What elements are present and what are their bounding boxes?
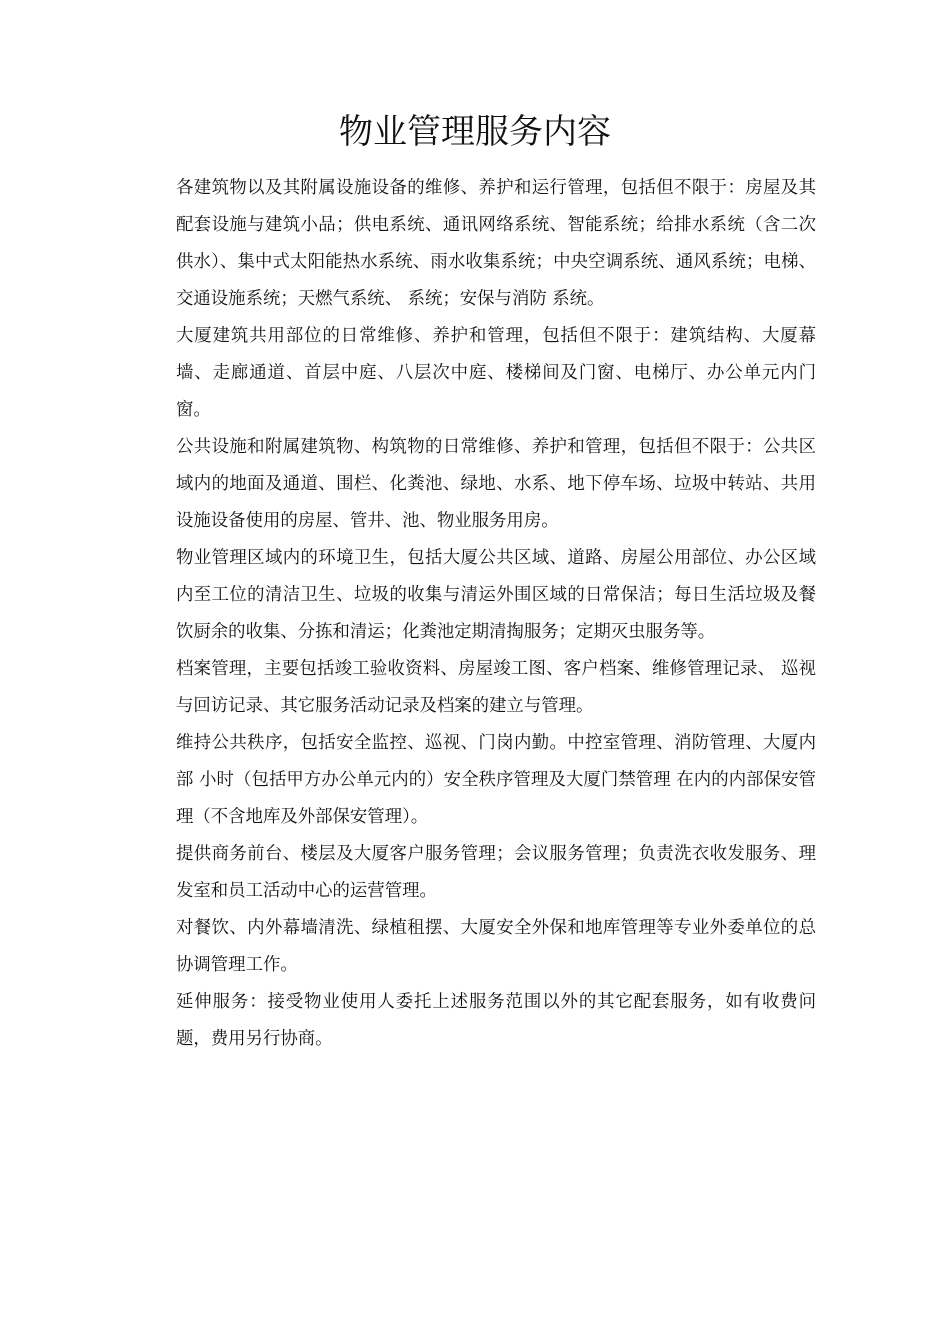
- paragraph-public-facilities: 公共设施和附属建筑物、构筑物的日常维修、养护和管理，包括但不限于：公共区域内的地面及通道、围栏、化粪池、绿地、水系、地下停车场、垃圾中转站、共用设施设备使用的房屋、管井、池、物业服务用房。: [176, 437, 816, 531]
- paragraph-sanitation: 物业管理区域内的环境卫生，包括大厦公共区域、道路、房屋公用部位、办公区域内至工位的清洁卫生、垃圾的收集与清运外围区域的日常保洁；每日生活垃圾及餐饮厨余的收集、分拣和清运；化粪池定期清掏服务；定期灭虫服务等。: [176, 548, 816, 642]
- document-title: 物业管理服务内容: [339, 112, 611, 152]
- paragraph-archives: 档案管理，主要包括竣工验收资料、房屋竣工图、客户档案、维修管理记录、 巡视与回访记录、其它服务活动记录及档案的建立与管理。: [176, 659, 816, 716]
- paragraph-reception-services: 提供商务前台、楼层及大厦客户服务管理；会议服务管理；负责洗衣收发服务、理发室和员工活动中心的运营管理。: [176, 844, 816, 901]
- paragraph-common-areas: 大厦建筑共用部位的日常维修、养护和管理，包括但不限于：建筑结构、大厦幕墙、走廊通道、首层中庭、八层次中庭、楼梯间及门窗、电梯厅、办公单元内门窗。: [176, 326, 816, 420]
- document-body: [176, 170, 816, 1058]
- paragraph-coordination: 对餐饮、内外幕墙清洗、绿植租摆、大厦安全外保和地库管理等专业外委单位的总协调管理工作。: [176, 918, 816, 975]
- paragraph-extended-services: 延伸服务：接受物业使用人委托上述服务范围以外的其它配套服务，如有收费问题，费用另行协商。: [176, 992, 816, 1049]
- paragraph-facility-maintenance: 各建筑物以及其附属设施设备的维修、养护和运行管理，包括但不限于：房屋及其配套设施与建筑小品；供电系统、通讯网络系统、智能系统；给排水系统（含二次供水）、集中式太阳能热水系统、雨水收集系统；中央空调系统、通风系统；电梯、交通设施系统；天燃气系统、 系统；安保与消防 系统。: [176, 178, 816, 309]
- paragraph-security: 维持公共秩序，包括安全监控、巡视、门岗内勤。中控室管理、消防管理、大厦内部 小时（包括甲方办公单元内的）安全秩序管理及大厦门禁管理 在内的内部保安管理（不含地库及外部保安管理）。: [176, 733, 816, 827]
